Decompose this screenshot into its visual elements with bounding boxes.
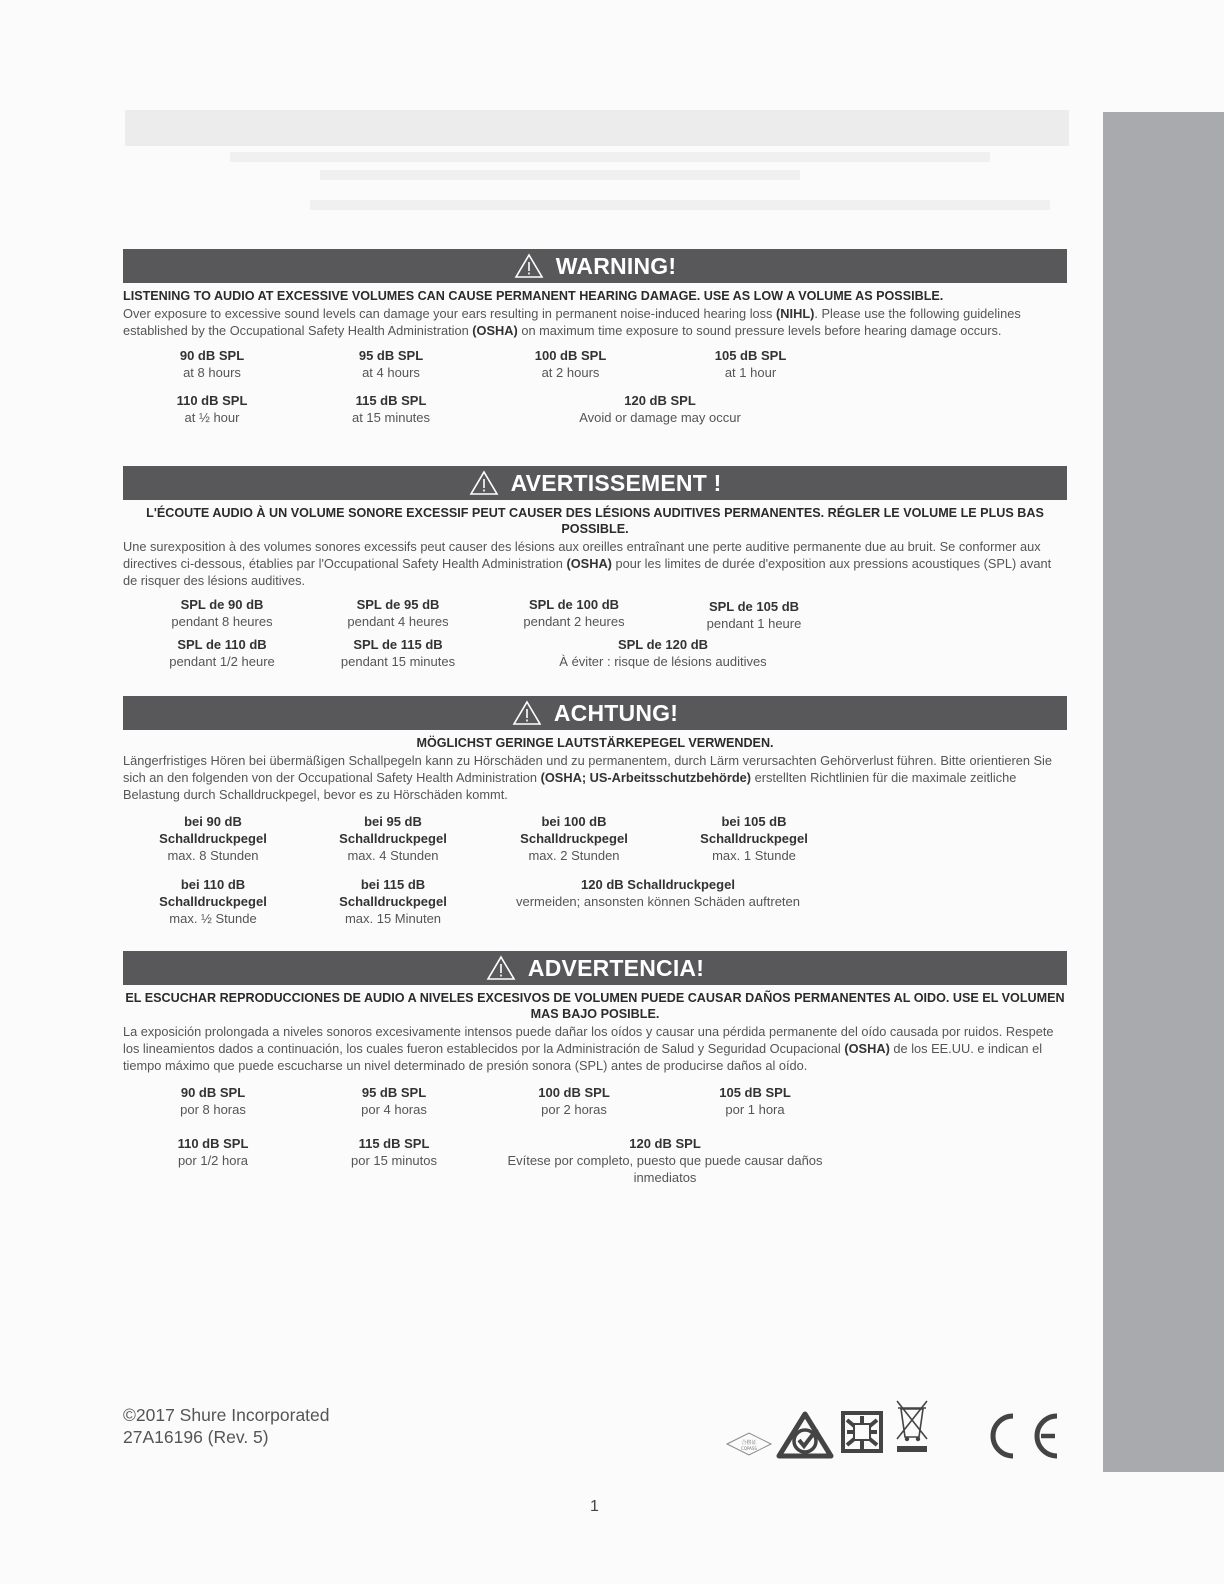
section-title: ACHTUNG!: [553, 699, 679, 726]
spl-item: 120 dB SPL Evítese por completo, puesto que puede causar daños inmediatos: [507, 1136, 823, 1185]
spl-table: [123, 347, 1067, 433]
spl-item: 105 dB SPL por 1 hora: [719, 1085, 791, 1117]
spl-item: 110 dB SPL por 1/2 hora: [177, 1136, 249, 1168]
warning-section-de: [123, 696, 1067, 931]
lead-text: L'ÉCOUTE AUDIO À UN VOLUME SONORE EXCESSIF PEUT CAUSER DES LÉSIONS AUDITIVES PERMANENTES. RÉGLER LE VOLUME LE PLUS BAS POSSIBLE.: [146, 506, 1044, 536]
lead-text: MÖGLICHST GERINGE LAUTSTÄRKEPEGEL VERWENDEN.: [416, 736, 774, 750]
body-text: Over exposure to excessive sound levels can damage your ears resulting in permanent noise-induced hearing loss (NIHL). Please use the following guidelines established by the Occupational Safety Health Administration (OSHA) on maximum time exposure to sound pressure levels before hearing damage occurs.: [123, 306, 1021, 338]
spl-item: 120 dB Schalldruckpegel vermeiden; ansonsten können Schäden auftreten: [515, 877, 801, 909]
spl-item: SPL de 95 dB pendant 4 heures: [347, 597, 449, 629]
warning-triangle-icon: [469, 470, 499, 496]
spl-item: SPL de 105 dB pendant 1 heure: [706, 599, 802, 631]
lead-text: LISTENING TO AUDIO AT EXCESSIVE VOLUMES CAN CAUSE PERMANENT HEARING DAMAGE. USE AS LOW A VOLUME AS POSSIBLE.: [123, 289, 944, 303]
section-title: ADVERTENCIA!: [527, 954, 705, 981]
spl-item: SPL de 90 dB pendant 8 heures: [171, 597, 273, 629]
warning-section-es: [123, 951, 1067, 1184]
spl-item: 90 dB SPL por 8 horas: [180, 1085, 246, 1117]
spl-item: 115 dB SPL por 15 minutos: [351, 1136, 437, 1168]
body-text: Längerfristiges Hören bei übermäßigen Schallpegeln kann zu Hörschäden und zu permanentem, durch Lärm verursachten Gehörverlust führen. Bitte orientieren Sie sich an den folgenden von der Occupational Safety Health Administration (OSHA; US-Arbeitsschutzbehörde) erstellten Richtlinien für die maximale zeitliche Belastung durch Schalldruckpegel, bevor es zu Hörschäden kommt.: [123, 753, 1052, 802]
spl-item: 105 dB SPL at 1 hour: [714, 348, 787, 380]
section-header: [123, 696, 1067, 730]
spl-item: 120 dB SPL Avoid or damage may occur: [579, 393, 741, 425]
faded-background-bar: [125, 110, 1069, 146]
page-number: 1: [590, 1498, 599, 1515]
spl-table: [123, 1084, 1067, 1184]
spl-item: bei 105 dB Schalldruckpegel max. 1 Stunde: [700, 814, 808, 863]
gray-side-tab: [1103, 112, 1224, 1472]
document-number: 27A16196 (Rev. 5): [123, 1427, 269, 1447]
svg-text:合格证: 合格证: [741, 1440, 757, 1446]
certification-marks: [725, 1393, 1065, 1465]
spl-table: [123, 596, 1067, 678]
spl-item: SPL de 115 dB pendant 15 minutes: [340, 637, 456, 669]
footer-copyright-block: [123, 1404, 330, 1448]
section-header: [123, 249, 1067, 283]
section-title: WARNING!: [555, 252, 677, 279]
section-header: [123, 466, 1067, 500]
warning-triangle-icon: [514, 253, 544, 279]
spl-item: bei 115 dB Schalldruckpegel max. 15 Minuten: [339, 877, 447, 926]
spl-item: SPL de 120 dB À éviter : risque de lésions auditives: [559, 637, 767, 669]
spl-item: 95 dB SPL por 4 horas: [361, 1085, 427, 1117]
spl-item: 100 dB SPL por 2 horas: [538, 1085, 610, 1117]
spl-item: 95 dB SPL at 4 hours: [358, 348, 424, 380]
warning-section-fr: [123, 466, 1067, 678]
faded-background-line: [310, 200, 1050, 210]
section-header: [123, 951, 1067, 985]
warning-triangle-icon: [512, 700, 542, 726]
lead-text: EL ESCUCHAR REPRODUCCIONES DE AUDIO A NIVELES EXCESIVOS DE VOLUMEN PUEDE CAUSAR DAÑOS PERMANENTES AL OIDO. USE EL VOLUMEN MAS BAJO POSIBLE.: [125, 991, 1065, 1021]
spl-item: 100 dB SPL at 2 hours: [534, 348, 607, 380]
spl-table: [123, 813, 1067, 931]
spl-item: 90 dB SPL at 8 hours: [179, 348, 245, 380]
china-rohs-icon: [843, 1413, 881, 1451]
cqpass-icon: [727, 1433, 771, 1455]
copyright-text: ©2017 Shure Incorporated: [123, 1405, 330, 1425]
svg-text:CQPASS: CQPASS: [741, 1446, 757, 1451]
rcm-icon: [779, 1414, 831, 1456]
ce-icon: [993, 1416, 1057, 1456]
spl-item: bei 100 dB Schalldruckpegel max. 2 Stunden: [520, 814, 628, 863]
spl-item: 110 dB SPL at ½ hour: [176, 393, 248, 425]
spl-item: SPL de 110 dB pendant 1/2 heure: [169, 637, 275, 669]
spl-item: SPL de 100 dB pendant 2 heures: [523, 597, 625, 629]
warning-triangle-icon: [486, 955, 516, 981]
section-title: AVERTISSEMENT !: [510, 469, 722, 496]
faded-background-line: [320, 170, 800, 180]
weee-bin-icon: [897, 1401, 927, 1452]
faded-background-line: [230, 152, 990, 162]
body-text: Une surexposition à des volumes sonores excessifs peut causer des lésions aux oreilles entraînant une perte auditive permanente due au bruit. Se conformer aux directives ci-dessous, établies par l'Occupational Safety Health Administration (OSHA) pour les limites de durée d'exposition aux pressions acoustiques (SPL) avant de risquer des lésions auditives.: [123, 539, 1052, 588]
spl-item: 115 dB SPL at 15 minutes: [351, 393, 431, 425]
warning-section-en: [123, 249, 1067, 433]
spl-item: bei 110 dB Schalldruckpegel max. ½ Stunde: [159, 877, 267, 926]
body-text: La exposición prolongada a niveles sonoros excesivamente intensos puede dañar los oídos y causar una pérdida permanente del oído causada por ruidos. Respete los lineamientos dados a continuación, los cuales fueron establecidos por la Administración de Salud y Seguridad Ocupacional (OSHA) de los EE.UU. e indican el tiempo máximo que puede escucharse un nivel determinado de presión sonora (SPL) antes de producirse daños al oído.: [123, 1024, 1054, 1073]
spl-item: bei 90 dB Schalldruckpegel max. 8 Stunden: [159, 814, 267, 863]
spl-item: bei 95 dB Schalldruckpegel max. 4 Stunden: [339, 814, 447, 863]
